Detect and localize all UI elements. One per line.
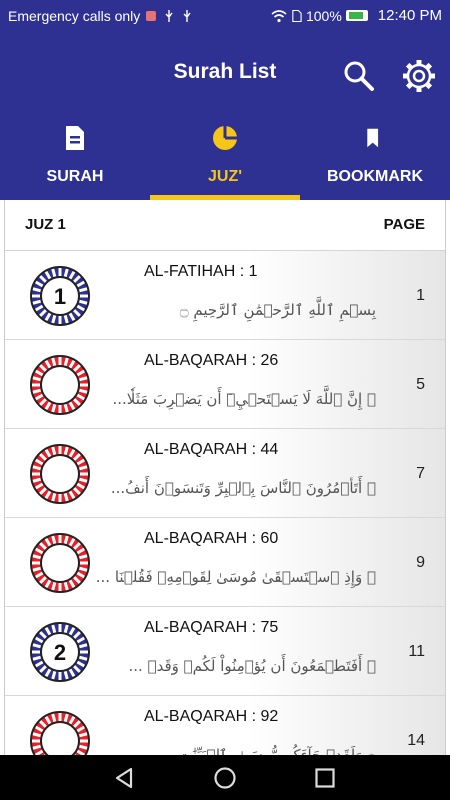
list-header — [4, 200, 446, 251]
juz-heading: JUZ 1 — [25, 216, 66, 233]
document-icon — [62, 124, 88, 152]
juz-badge-icon — [27, 619, 93, 685]
page-title: Surah List — [173, 60, 277, 83]
list-item[interactable] — [5, 607, 445, 696]
page-number: 5 — [416, 376, 425, 393]
search-icon[interactable] — [341, 58, 377, 94]
pie-icon — [211, 124, 239, 152]
page-number: 9 — [416, 554, 425, 571]
ayah-text: بِسۡمِ ٱللَّهِ ٱلرَّحۡمَٰنِ ٱلرَّحِيمِ ۝ — [179, 301, 376, 319]
recents-icon[interactable] — [312, 765, 338, 791]
bookmark-icon — [365, 124, 385, 152]
juz-badge-icon — [27, 530, 93, 596]
app-bar — [0, 32, 450, 200]
notification-icon — [144, 9, 158, 23]
tab-juz-label: JUZ' — [207, 168, 243, 185]
list-item[interactable] — [5, 340, 445, 429]
battery-percent: 100% — [305, 7, 342, 24]
tab-bookmark[interactable] — [300, 116, 450, 200]
carrier-text: Emergency calls only — [8, 8, 141, 24]
juz-badge-icon — [27, 263, 93, 329]
list-item[interactable] — [5, 251, 445, 340]
page-number: 1 — [416, 287, 425, 304]
page-number: 14 — [407, 732, 425, 749]
juz-number: 2 — [53, 640, 67, 665]
ayah-text: ۞ أَفَتَطۡمَعُونَ أَن يُؤۡمِنُواْ لَكُمۡ وَقَدۡ ... — [128, 657, 376, 675]
ayah-text: ۞ أَتَأۡمُرُونَ ٱلنَّاسَ بِٱلۡبِرِّ وَتَنسَوۡنَ أَنفُ... — [110, 479, 376, 497]
back-icon[interactable] — [112, 765, 138, 791]
tab-bar — [0, 116, 450, 200]
surah-name: AL-BAQARAH : 92 — [144, 708, 279, 725]
usb-icon — [180, 9, 194, 23]
gear-icon[interactable] — [401, 58, 437, 94]
nav-bar — [0, 755, 450, 800]
home-icon[interactable] — [212, 765, 238, 791]
ayah-text: ۞ وَإِذِ ٱسۡتَسۡقَىٰ مُوسَىٰ لِقَوۡمِهِۦ فَقُلۡنَا ... — [95, 568, 376, 586]
list-item[interactable] — [5, 429, 445, 518]
usb-icon — [162, 9, 176, 23]
ayah-text: ۞ إِنَّ ٱللَّهَ لَا يَسۡتَحۡيِۦٓ أَن يَضۡرِبَ مَثَلٗا... — [112, 390, 376, 408]
surah-name: AL-FATIHAH : 1 — [144, 263, 258, 280]
page-heading: PAGE — [383, 216, 425, 233]
page-number: 11 — [408, 643, 425, 660]
tab-surah[interactable] — [0, 116, 150, 200]
surah-name: AL-BAQARAH : 26 — [144, 352, 279, 369]
juz-badge-icon — [27, 441, 93, 507]
tab-juz[interactable] — [150, 116, 300, 200]
page-number: 7 — [416, 465, 425, 482]
tab-bookmark-label: BOOKMARK — [327, 168, 423, 185]
juz-badge-icon — [27, 352, 93, 418]
wifi-icon — [271, 9, 287, 23]
juz-number: 1 — [53, 284, 67, 309]
list-item[interactable] — [5, 518, 445, 607]
tab-surah-label: SURAH — [46, 168, 104, 185]
clock: 12:40 PM — [377, 7, 442, 24]
status-bar — [0, 0, 450, 32]
sim-icon — [291, 9, 302, 23]
surah-name: AL-BAQARAH : 75 — [144, 619, 279, 636]
surah-name: AL-BAQARAH : 60 — [144, 530, 279, 547]
battery-icon — [346, 10, 368, 21]
surah-name: AL-BAQARAH : 44 — [144, 441, 279, 458]
juz-list[interactable] — [4, 251, 446, 755]
